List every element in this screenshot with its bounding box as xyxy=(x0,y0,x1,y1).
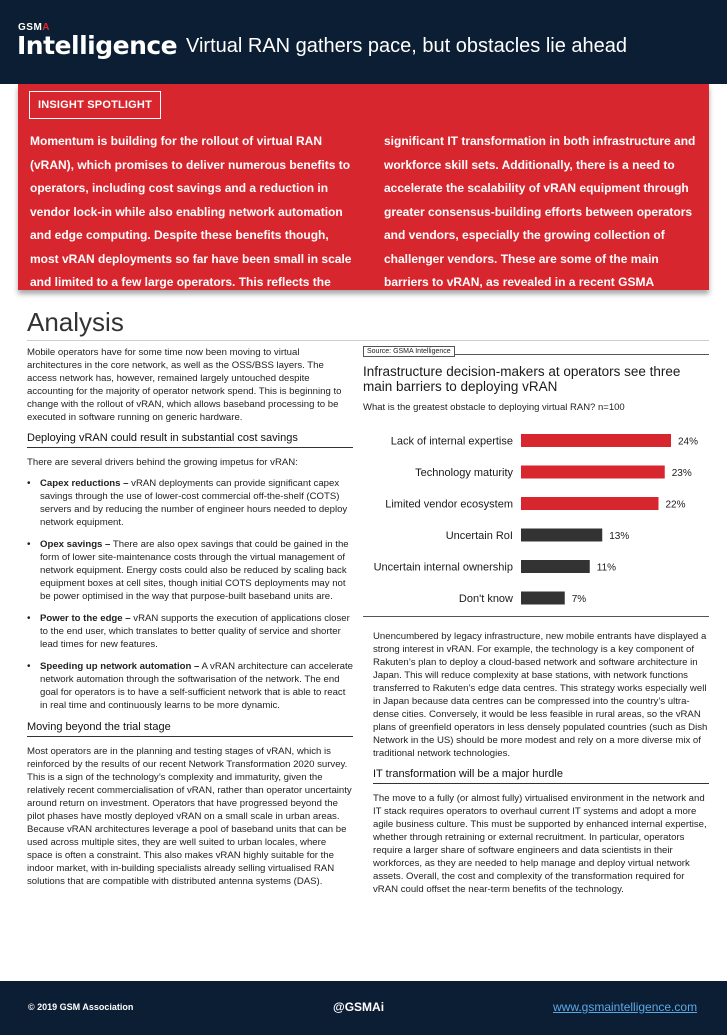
it-transformation-paragraph: The move to a fully (or almost fully) virtualised environment in the network and IT stack requires operators to overhaul current IT systems and adopt a more agile business culture. This must be supported by enhanced internal expertise, whether through retraining or external recruitment. In particular, operators require a larger share of software engineers and data scientists in their workforces, as they are needed to help manage and deploy virtual network assets. Overall, the cost and complexity of the transformation required for vRAN could offset the near-term benefits of the technology. xyxy=(373,793,707,895)
category-label: Don't know xyxy=(458,593,513,605)
bullet-text: A vRAN architecture can accelerate network automation through the softwarisation of the network. The end goal for operators is to have a self-sufficient network that is able to react in real time and continuously learns to be more dynamic. xyxy=(40,661,353,711)
bullet-title: Speeding up network automation – xyxy=(40,661,200,672)
barriers-chart xyxy=(363,346,709,618)
data-label: 13% xyxy=(609,531,630,542)
analysis-divider xyxy=(27,340,709,341)
data-label: 7% xyxy=(571,594,587,605)
new-entrants-paragraph: Unencumbered by legacy infrastructure, new mobile entrants have displayed a strong interest in vRAN. For example, the technology is a key component of Rakuten’s plan to deploy a cloud-based network and software architecture in Japan. This will reduce complexity at base stations, with network functions transferred to Rakuten’s edge data centres. This strategy works especially well in Japan because data centres can be compressed into the country’s ultra-dense cities. Conversely, it would be less feasible in rural areas, so the vRAN plans of greenfield operators in less densely populated countries (such as Dish Network in the US) should be more modest and rely on a more diverse mix of traditional network technologies. xyxy=(373,631,708,759)
intelligence-logo: Intelligence xyxy=(17,31,178,60)
trial-stage-paragraph: Most operators are in the planning and testing stages of vRAN, which is reinforced by the results of our recent Network Transformation 2020 survey. This is a sign of the technology’s complexity and immaturity, given the relatively recent commercialisation of vRAN, rather than operator uncertainty around return on investment. Operators that have progressed beyond the pilot phases have mostly deployed vRAN on a small scale in urban areas. Because vRAN architectures leverage a pool of baseband units that can be used across multiple sites, they are well suited to urban locales, where space is often a constraint. This also makes vRAN highly suitable for the indoor market, with in-building specialists already selling virtualised RAN solutions that are compatible with distributed antenna systems (DAS). xyxy=(27,746,352,887)
category-label: Lack of internal expertise xyxy=(390,435,513,448)
list-item xyxy=(27,612,353,651)
footer-website-link[interactable]: www.gsmaintelligence.com xyxy=(553,1000,698,1014)
section-heading-it-transformation: IT transformation will be a major hurdle xyxy=(373,768,709,784)
bar xyxy=(521,466,665,479)
page-footer xyxy=(0,981,727,1035)
footer-twitter-handle[interactable]: @GSMAi xyxy=(333,1000,385,1014)
logo-prefix: GSM xyxy=(18,22,43,33)
page-header xyxy=(0,0,727,84)
bullet-title: Power to the edge – xyxy=(40,613,131,624)
chart-title: Infrastructure decision-makers at operators see three main barriers to deploying vRAN xyxy=(363,364,681,394)
category-label: Limited vendor ecosystem xyxy=(385,498,513,511)
intro-paragraph: Mobile operators have for some time now been moving to virtual architectures in the core network, as well as the OSS/BSS layers. The access network has, however, remained largely untouched despite accounting for the majority of operator network spend. This is beginning to change with the rollout of vRAN, which allows baseband processing to be executed in software running on generic hardware. xyxy=(27,347,342,423)
bullet-text: vRAN supports the execution of applications closer to the end user, which translates to better quality of service and shorter lead times for new features. xyxy=(40,613,350,650)
bar xyxy=(521,529,602,542)
bar xyxy=(521,592,565,605)
footer-copyright: © 2019 GSM Association xyxy=(28,1002,134,1012)
chart-source: Source: GSMA Intelligence xyxy=(363,346,455,357)
category-label: Technology maturity xyxy=(415,467,513,479)
insight-spotlight-box xyxy=(18,84,709,313)
chart-subtitle: What is the greatest obstacle to deploying virtual RAN? n=100 xyxy=(363,402,625,413)
data-label: 23% xyxy=(671,468,692,479)
list-item xyxy=(27,660,353,712)
right-column xyxy=(373,630,709,904)
data-label: 22% xyxy=(665,499,686,511)
category-label: Uncertain internal ownership xyxy=(373,561,513,574)
list-item xyxy=(27,477,353,529)
bar xyxy=(521,497,659,510)
bullet-text: vRAN deployments can provide significant capex savings through the use of lower-cost commercial off-the-shelf (COTS) servers and by reducing the number of engineer hours needed to deploy network equipment. xyxy=(40,478,348,528)
section-heading-trial-stage: Moving beyond the trial stage xyxy=(27,721,353,737)
category-label: Uncertain RoI xyxy=(445,530,513,542)
page-title: Virtual RAN gathers pace, but obstacles lie ahead xyxy=(186,35,628,57)
spotlight-text-right: significant IT transformation in both infrastructure and workforce skill sets. Additionally, there is a need to accelerate the scalability of vRAN equipment through greater consensus-building efforts between operators and vendors, especially the growing collection of challenger vendors. These are some of the main barriers to vRAN, as revealed in a recent GSMA Intelligence survey. xyxy=(384,134,696,313)
bullet-title: Opex savings – xyxy=(40,539,111,550)
spotlight-text-left: Momentum is building for the rollout of virtual RAN (vRAN), which promises to deliver numerous benefits to operators, including cost savings and a reduction in vendor lock-in while also enabling network automation and edge computing. Despite these benefits though, most vRAN deployments so far have been small in scale and limited to a few large operators. This reflects the complexity of vRAN, which requires operators to undergo xyxy=(30,134,360,313)
data-label: 11% xyxy=(596,562,617,574)
data-label: 24% xyxy=(678,436,699,448)
bar xyxy=(521,434,671,447)
section-heading-cost-savings: Deploying vRAN could result in substantial cost savings xyxy=(27,432,353,448)
drivers-list xyxy=(27,477,353,712)
left-column xyxy=(27,346,353,896)
chart-plot xyxy=(363,426,709,616)
insight-spotlight-label: INSIGHT SPOTLIGHT xyxy=(29,91,161,119)
bar xyxy=(521,560,590,573)
analysis-heading: Analysis xyxy=(27,307,124,337)
bullet-text: There are also opex savings that could be gained in the form of lower site-maintenance costs through the virtual management of network equipment. Energy costs could also be reduced by scaling back equipment boxes at cell sites, though initial COTS deployments may not be power optimised in the way that purpose-built baseband units are. xyxy=(40,539,349,602)
list-item xyxy=(27,538,353,603)
chart-bottom-rule xyxy=(363,616,709,617)
logo-accent: A xyxy=(42,22,51,33)
bullet-title: Capex reductions – xyxy=(40,478,129,489)
section-lead: There are several drivers behind the growing impetus for vRAN: xyxy=(27,457,298,468)
